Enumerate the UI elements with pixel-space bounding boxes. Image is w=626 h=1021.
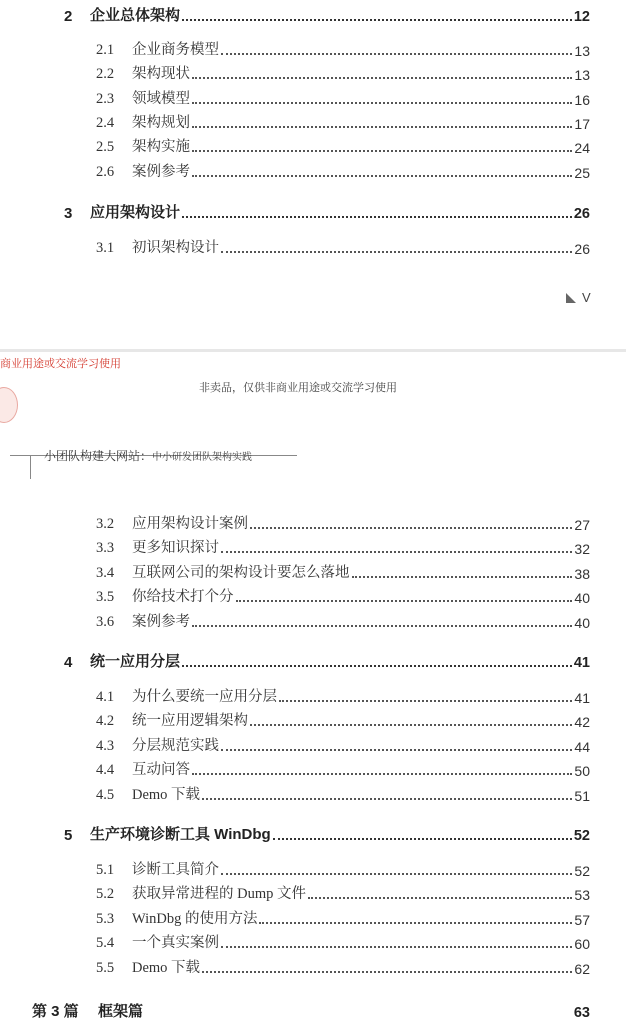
toc-entry-page: 41 — [574, 690, 590, 706]
toc-entry-title: 你给技术打个分 — [132, 589, 234, 605]
toc-entry-number: 5.2 — [96, 886, 115, 902]
toc-entry[interactable] — [96, 536, 590, 557]
watermark-left: 商业用途或交流学习使用 — [0, 357, 121, 370]
toc-entry-number: 5.3 — [96, 911, 115, 927]
toc-entry-page: 26 — [573, 206, 590, 222]
dot-leader — [221, 749, 572, 751]
toc-entry-number: 5.1 — [96, 862, 115, 878]
toc-entry-number: 2.2 — [96, 66, 115, 82]
toc-entry[interactable] — [32, 1000, 590, 1021]
toc-entry[interactable] — [96, 685, 590, 706]
dot-leader — [221, 53, 572, 55]
dot-leader — [202, 971, 572, 973]
toc-entry-number: 2 — [64, 8, 73, 25]
toc-entry[interactable] — [96, 512, 590, 533]
toc-entry-page: 52 — [574, 863, 590, 879]
dot-leader — [221, 946, 572, 948]
toc-entry-page: 12 — [573, 9, 590, 25]
toc-entry-page: 40 — [574, 590, 590, 606]
toc-entry[interactable] — [64, 823, 590, 844]
dot-leader — [192, 102, 572, 104]
toc-entry-title: 互动问答 — [132, 762, 190, 778]
dot-leader — [308, 897, 572, 899]
toc-entry-number: 5.5 — [96, 960, 115, 976]
roman-page-number: V — [582, 290, 591, 305]
toc-entry-number: 4.2 — [96, 713, 115, 729]
toc-entry-number: 4.1 — [96, 689, 115, 705]
dot-leader — [236, 600, 573, 602]
toc-entry-number: 3.4 — [96, 565, 115, 581]
toc-entry[interactable] — [96, 610, 590, 631]
toc-entry[interactable] — [96, 160, 590, 181]
toc-entry-page: 42 — [574, 714, 590, 730]
dot-leader — [182, 665, 572, 667]
toc-entry-title: Demo 下载 — [132, 787, 201, 803]
toc-entry-title: 架构现状 — [132, 66, 190, 82]
toc-entry[interactable] — [96, 956, 590, 977]
toc-entry-number: 3.1 — [96, 240, 115, 256]
toc-entry[interactable] — [96, 561, 590, 582]
toc-entry-number: 3.5 — [96, 589, 115, 605]
dot-leader — [182, 19, 572, 21]
toc-entry-title: 框架篇 — [98, 1003, 144, 1020]
toc-entry-page: 60 — [574, 936, 590, 952]
dot-leader — [221, 551, 572, 553]
toc-entry-page: 13 — [574, 43, 590, 59]
toc-entry-title: 企业商务模型 — [132, 42, 219, 58]
toc-entry-number: 4.5 — [96, 787, 115, 803]
toc-entry-title: 统一应用逻辑架构 — [132, 713, 248, 729]
toc-entry[interactable] — [96, 907, 590, 928]
running-header-title — [44, 447, 252, 464]
toc-entry-page: 53 — [574, 887, 590, 903]
toc-entry[interactable] — [64, 650, 590, 671]
toc-entry-number: 4 — [64, 654, 73, 671]
toc-entry-page: 62 — [574, 961, 590, 977]
toc-entry[interactable] — [96, 734, 590, 755]
toc-entry-page: 44 — [574, 739, 590, 755]
dot-leader — [352, 576, 573, 578]
dot-leader — [221, 873, 572, 875]
toc-entry-title: 诊断工具简介 — [132, 862, 219, 878]
dot-leader — [221, 251, 572, 253]
toc-entry-title: 架构规划 — [132, 115, 190, 131]
toc-entry-number: 2.1 — [96, 42, 115, 58]
toc-entry-page: 17 — [574, 116, 590, 132]
toc-entry[interactable] — [96, 709, 590, 730]
toc-entry[interactable] — [96, 758, 590, 779]
toc-entry[interactable] — [96, 236, 590, 257]
dot-leader — [202, 798, 572, 800]
toc-entry-page: 63 — [573, 1005, 590, 1021]
toc-entry-page: 32 — [574, 541, 590, 557]
dot-leader — [273, 838, 572, 840]
dot-leader — [192, 773, 572, 775]
toc-entry-page: 40 — [574, 615, 590, 631]
toc-entry[interactable] — [96, 111, 590, 132]
dot-leader — [192, 625, 572, 627]
watermark-center: 非卖品，仅供非商业用途或交流学习使用 — [199, 381, 397, 394]
toc-entry-page: 41 — [573, 655, 590, 671]
toc-entry-title: WinDbg 的使用方法 — [132, 911, 258, 927]
toc-entry-page: 38 — [574, 566, 590, 582]
dot-leader — [182, 216, 572, 218]
toc-entry-title: 生产环境诊断工具 WinDbg — [90, 826, 271, 843]
toc-entry-number: 3 — [64, 205, 73, 222]
toc-entry-title: 企业总体架构 — [90, 7, 181, 24]
toc-entry-number: 2.6 — [96, 164, 115, 180]
dot-leader — [192, 126, 572, 128]
toc-entry-title: 一个真实案例 — [132, 935, 219, 951]
toc-entry-title: 领域模型 — [132, 91, 190, 107]
toc-entry-page: 57 — [574, 912, 590, 928]
toc-entry-page: 27 — [574, 517, 590, 533]
toc-entry-title: 应用架构设计 — [90, 204, 181, 221]
toc-entry[interactable] — [64, 4, 590, 25]
toc-entry-page: 13 — [574, 67, 590, 83]
header-rule-tick — [30, 455, 31, 479]
toc-entry-title: 架构实施 — [132, 139, 190, 155]
toc-entry-title: 分层规范实践 — [132, 738, 219, 754]
toc-entry[interactable] — [96, 931, 590, 952]
toc-entry-title: 为什么要统一应用分层 — [132, 689, 277, 705]
toc-entry[interactable] — [96, 783, 590, 804]
toc-entry-title: 初识架构设计 — [132, 240, 219, 256]
dot-leader — [250, 527, 572, 529]
book-subtitle: 中小研发团队架构实践 — [152, 452, 253, 463]
toc-entry-title: 案例参考 — [132, 164, 190, 180]
toc-entry-number: 5 — [64, 827, 73, 844]
toc-entry-page: 51 — [574, 788, 590, 804]
dot-leader — [259, 922, 572, 924]
toc-entry-number: 2.5 — [96, 139, 115, 155]
triangle-marker-icon — [566, 293, 576, 303]
toc-entry-title: 案例参考 — [132, 614, 190, 630]
toc-entry-title: 统一应用分层 — [90, 653, 181, 670]
toc-entry-number: 5.4 — [96, 935, 115, 951]
toc-entry-number: 3.6 — [96, 614, 115, 630]
toc-entry-page: 50 — [574, 763, 590, 779]
toc-entry-page: 26 — [574, 241, 590, 257]
toc-entry[interactable] — [96, 87, 590, 108]
toc-entry[interactable] — [96, 585, 590, 606]
book-title: 小团队构建大网站： — [44, 449, 153, 463]
toc-entry[interactable] — [96, 858, 590, 879]
toc-entry-page: 16 — [574, 92, 590, 108]
toc-entry[interactable] — [64, 201, 590, 222]
toc-entry-page: 24 — [574, 140, 590, 156]
toc-entry-page: 52 — [573, 828, 590, 844]
toc-entry-number: 3.2 — [96, 516, 115, 532]
toc-entry-number: 2.4 — [96, 115, 115, 131]
toc-entry-title: 更多知识探讨 — [132, 540, 219, 556]
page-footer — [566, 290, 591, 305]
toc-entry-title: Demo 下载 — [132, 960, 201, 976]
toc-entry-title: 互联网公司的架构设计要怎么落地 — [132, 565, 350, 581]
dot-leader — [192, 77, 572, 79]
toc-entry-page: 25 — [574, 165, 590, 181]
toc-entry[interactable] — [96, 62, 590, 83]
dot-leader — [192, 175, 572, 177]
toc-entry-number: 3.3 — [96, 540, 115, 556]
toc-entry-number: 2.3 — [96, 91, 115, 107]
toc-entry[interactable] — [96, 882, 590, 903]
toc-entry-number: 4.3 — [96, 738, 115, 754]
toc-entry-title: 应用架构设计案例 — [132, 516, 248, 532]
dot-leader — [192, 150, 572, 152]
toc-entry-number: 4.4 — [96, 762, 115, 778]
dot-leader — [250, 724, 572, 726]
toc-entry-title: 获取异常进程的 Dump 文件 — [132, 886, 306, 902]
dot-leader — [279, 700, 572, 702]
toc-entry[interactable] — [96, 38, 590, 59]
toc-entry-number: 第 3 篇 — [32, 1003, 79, 1020]
toc-entry[interactable] — [96, 135, 590, 156]
